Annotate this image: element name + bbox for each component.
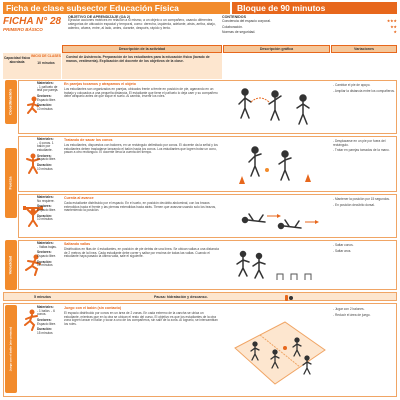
space-label: Sectores: (37, 94, 52, 99)
exercise-title: Juego con el balón (sin contacto) (64, 306, 122, 310)
materials-value: - 1 pañuelo de tela por pareja. (37, 84, 59, 93)
space-label: Sectores: (37, 204, 52, 209)
content-item (222, 26, 397, 30)
exercise-graphic (225, 198, 329, 236)
materials-value: - 4 conos. 1 balón por estudiante. (37, 140, 54, 153)
phase-tab-strength (5, 148, 17, 218)
materials-label: Materiales: (37, 305, 54, 309)
variation-item: - Ampliar la distancia entre los compañeros. (333, 88, 395, 93)
exercise-title: Tratando de sacar los conos (64, 138, 113, 142)
ficha-number: FICHA N° 28 (3, 16, 62, 27)
contents-block (222, 15, 397, 45)
materials-value: - Vallas bajas. (37, 244, 57, 249)
exercise-text: Distribuidos en filas de 4 estudiantes, en posición de pie detrás de una línea. Se ubican vallas a una distancia de 2 metros de la línea. Cada estudiante debe correr y saltar por encima de todas las vallas. Cuando el estudiante haya pasado la última valla, sale el siguiente. (64, 247, 219, 259)
materials-label: Materiales: (37, 137, 54, 141)
objective-block (68, 15, 218, 45)
star-rating: ★ (393, 30, 397, 35)
variation-item: - Jugar con 2 balones. (333, 307, 365, 311)
space-value: Espacio libre. (37, 157, 57, 162)
space-value: Espacio libre. (37, 97, 57, 102)
pause-time: 5 minutos (34, 295, 51, 299)
phase-label: Velocidad (7, 255, 13, 275)
materials-label: Materiales: (37, 241, 54, 245)
phase-label: Fuerza (7, 176, 13, 190)
variation-item: - Cambiar el pie de apoyo. (333, 83, 371, 87)
exercise-text: Cada estudiante distribuido por el espacio. En el suelo, en posición decúbito abdominal, con los brazos extendidos hacia el frente y las piernas extendidas hacia atrás. Tienen que avanzar usando solo los brazos, manteniendo la posición. (64, 201, 217, 213)
exercise-text: El espacio distribuido por conos en un área de 2 zonas. En cada extremo de la cancha se ubica un estudiante, mientras que en la otra se ubican el resto del curso. El objetivo es que los estudiantes de la otra zona logren lanzar el balón y tocar a uno de los compañeros, sin salir de la zona. Al lograrlo, se intercambian los roles. (64, 311, 218, 327)
duration-value: 15 minutos (37, 331, 53, 336)
inicio-block (31, 53, 61, 79)
variation-item: - Reducir el área de juego. (333, 312, 371, 317)
exercise-variations (333, 244, 395, 255)
content-label: Normas de seguridad. (222, 30, 256, 35)
exercise-graphic (225, 140, 329, 190)
materials-label: Materiales: (37, 195, 54, 199)
header-duration: Bloque de 90 minutos (232, 2, 397, 14)
space-value: Espacio libre. (37, 208, 57, 213)
header (3, 2, 397, 14)
exercise-graphic (225, 84, 329, 130)
space-value: Espacio libre. (37, 321, 57, 326)
exercise-description (64, 82, 220, 99)
column-header-variations: Variaciones (331, 45, 397, 53)
exercise-text: Los estudiantes, dispuestos con balones, en un rectángulo delimitado por conos. El docente da la señal y los estudiantes deben trasladarse lanzando el balón hacia los conos. Los estudiantes que logren botar un cono, pasan a otro rectángulo. El docente lleva la cuenta del tiempo. (64, 143, 218, 155)
exercise-meta (37, 82, 62, 114)
exercise-title: En parejas tocamos y atrapamos el objeto (64, 82, 136, 86)
content-label: Colaboración. (222, 24, 243, 29)
pause-text: Pausa: hidratación y descanso. (154, 295, 208, 299)
exercise-description (64, 138, 220, 155)
duration-value: 10 minutos (37, 217, 53, 222)
materials-value: No requiere. (37, 198, 55, 203)
materials-value: - 1 balón. - 6 conos. (37, 308, 55, 317)
exercise-meta (37, 242, 62, 270)
space-label: Sectores: (37, 250, 52, 255)
objective-title: OBJETIVO DE APRENDIZAJE (OA 2) (68, 15, 131, 19)
phase-tab-speed (5, 240, 17, 290)
variation-item: - Saltar conos. (333, 243, 354, 247)
water-bottle-icon (284, 294, 294, 302)
materials-label: Materiales: (37, 81, 54, 85)
content-item (222, 31, 397, 35)
duration-value: 10 minutos (37, 166, 53, 171)
phase-label: Juego con el balón (sin contacto) (8, 326, 13, 372)
exercise-description (64, 242, 220, 259)
duration-label: Duración: (37, 213, 52, 218)
variation-item: - Saltar aros. (333, 248, 352, 253)
star-rating: ★★★ (386, 19, 397, 24)
ficha-level: PRIMERO BÁSICO (3, 27, 43, 32)
duration-label: Duración: (37, 163, 52, 168)
duration-label: Duración: (37, 103, 52, 108)
space-label: Sectores: (37, 318, 52, 323)
exercise-variations (333, 84, 395, 95)
variation-item: - Desplazarse en un pie por fuera del rectángulo. (333, 139, 386, 147)
header-title: Ficha de clase subsector Educación Física (3, 2, 230, 14)
exercise-title: Cuerda al avance (64, 196, 94, 200)
content-item (222, 20, 397, 24)
contents-title: CONTENIDOS (222, 15, 246, 19)
phase-tab-coordination (5, 80, 17, 124)
intro-text: Control de Asistencia. Preparación de los estudiantes para la educación física (lavado de manos, vestimenta). Explicación del docente de los objetivos de la clase. (62, 53, 222, 79)
content-label: Conciencia del espacio corporal. (222, 19, 272, 24)
inicio-time: 10 minutos (37, 60, 55, 65)
objective-text: Ejecutar acciones motrices en relación a sí mismo, a un objeto o un compañero, usando diferentes categorías de ubicación espacial y temporal, como: derecha, izquierda, adelante, atrás, arriba, abajo, adentro, afuera, entre, al lado, antes, durante, después, rápido y lento. (68, 18, 216, 30)
variation-item: - Trotar en parejas tomados de la mano. (333, 148, 390, 153)
exercise-description (64, 196, 220, 213)
exercise-variations (333, 140, 395, 155)
side-header: Capacidad física abordada (3, 53, 31, 79)
exercise-graphic (225, 308, 329, 394)
space-value: Espacio libre. (37, 254, 57, 259)
exercise-variations (333, 198, 395, 209)
exercise-graphic (225, 244, 329, 288)
duration-label: Duración: (37, 327, 52, 332)
column-header-graphic: Descripción gráfica (223, 45, 330, 53)
duration-value: 10 minutos (37, 107, 53, 112)
ficha-block (3, 16, 64, 36)
exercise-meta (37, 306, 62, 338)
column-header-description: Descripción de la actividad (62, 45, 222, 53)
star-rating: ★★ (390, 24, 397, 29)
exercise-meta (37, 138, 62, 173)
exercise-variations (333, 308, 395, 319)
variation-item: - En posición decúbito dorsal. (333, 202, 375, 207)
exercise-title: Saltando vallas (64, 242, 91, 246)
space-label: Sectores: (37, 153, 52, 158)
variation-item: - Mantener la posición por 15 segundos. (333, 197, 390, 201)
duration-value: 15 minutos (37, 263, 53, 268)
exercise-meta (37, 196, 62, 224)
exercise-description (64, 306, 220, 327)
pause-bar (3, 292, 397, 301)
phase-label: Coordinación (7, 89, 13, 115)
exercise-text: Los estudiantes son organizados en parejas, ubicados frente a frente en posición de pie, agarrando en un trabajo y colocados a una pequeña distancia. El estudiante que tiene el pañuelo lo deja caer y su compañero debe atraparlo antes de que toque el suelo. Al cambio, invertir los roles. (64, 87, 218, 99)
phase-tab-game (5, 305, 17, 393)
inicio-label: INICIO DE CLASES (31, 54, 61, 58)
duration-label: Duración: (37, 259, 52, 264)
